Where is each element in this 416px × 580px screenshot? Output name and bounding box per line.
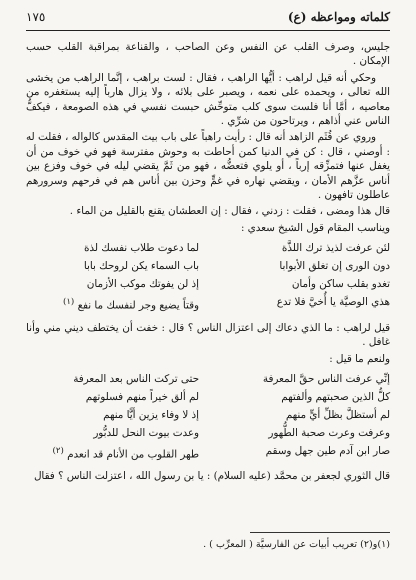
verse-line: كلُّ الذين صحبتهم وألفتهم (281, 390, 390, 403)
paragraph: ويناسب المقام قول الشيخ سعدي : (240, 221, 390, 234)
paragraph: قيل لراهب : ما الذي دعاك إلى اعتزال الناس ؟ قال : خفت أن يختطف ديني مني وأنا غافل . (26, 321, 390, 349)
verse-line: حتى تركت الناس بعد المعرفة (73, 372, 199, 385)
paragraph: وروي عن قُثَم الزاهد أنه قال : رأيت راهباً على باب بيت المقدس كالواله ، فقلت له : أوصني ، قال : كن في الدنيا كمن أحاطت به وحوش مفترسة فهو في خوف من أن يغفل عنها فتمزِّقه إرباً ، أو يلوي فتعضُّه ، فهو من ثَمَّ يقضي ليله في خوف وفزع بين أناس عزَّهم الأمان ، ويقضي نهاره في غمٍّ وحزن بين أناس هم في فرحهم وسرورهم عاطلون تافهون . (26, 131, 390, 202)
verse-line (26, 442, 199, 463)
running-title: كلماته ومواعظه (ع) (287, 10, 390, 24)
verse-line: وعرفت وعرت صحبة الطُّهور (268, 426, 390, 439)
verse-line: لما دعوت طلاب نفسك لذة (84, 242, 199, 255)
verse-text: طهر القلوب من الأنام قد انعدم (67, 448, 199, 461)
verse-line: دون الورى إن تغلق الأبوابا (279, 260, 390, 273)
footnote-mark: (٢) (52, 445, 64, 456)
poem-right-hemistichs (217, 370, 390, 463)
verse-line: إنِّي عرفت الناس حقَّ المعرفة (262, 372, 390, 385)
verse-line: صار ابن آدم طين جهل وسقم (265, 444, 390, 457)
paragraph: قال هذا ومضى ، فقلت : زدني ، فقال : إن العطشان يقنع بالقليل من الماء . (69, 205, 390, 218)
footnote-divider (250, 532, 390, 533)
page-header (26, 10, 390, 31)
verse-line: باب السماء يكن لروحك بابا (83, 260, 199, 273)
paragraph: جليس، وصرف القلب عن النفس وعن الصاحب ، والقناعة بمراقبة القلب حسب الإمكان . (26, 41, 390, 68)
paragraph: قال الثوري لجعفر بن محمَّد (عليه السلام) : يا بن رسول الله ، اعتزلت الناس ؟ فقال (33, 470, 390, 483)
footnote: (١)و(٢) تعريب أبيات عن الفارسيَّة ( المعرِّب ) . (203, 539, 390, 550)
verse-line: لئن عرفت لذيذ ترك اللذَّة (281, 242, 390, 255)
verse-text: وقتاً يضيع وجر لنفسك ما نفع (77, 299, 199, 312)
footnote-mark: (١) (62, 297, 75, 308)
verse-line: هذي الوصيَّة يا أُخيَّ فلا تدع (276, 296, 390, 309)
paragraph: ولنعم ما قيل : (329, 352, 390, 365)
verse-line: لم ألق خيراً منهم فسلوتهم (85, 390, 199, 403)
verse-line: تغدو بقلب ساكن وأمان (291, 278, 390, 291)
verse-line: لم أستظلَّ بظلِّ أيٍّ منهم (285, 408, 390, 421)
page-number: ١٧٥ (26, 10, 46, 24)
verse-line: إذ لا وفاء يزين أيًّا منهم (103, 408, 199, 421)
page-body (26, 40, 390, 486)
verse-line (26, 293, 199, 314)
poem-left-hemistichs (26, 239, 199, 314)
paragraph: وحكي أنه قيل لراهب : أيُّها الراهب ، فقال : لست براهب ، إنَّما الراهب من يخشى الله تعالى ، ويحمده على نعمه ، ويصبر على بلائه ، ولا يزال هارباً إليه يستغفره من معاصيه ، أمَّا أنا فلست سوى كلب متوحِّش حبست نفسي في هذه الصومعة ، فيكفُّ الناس عني أذاهم ، ويرتاحون من شرِّي . (26, 71, 390, 128)
verse-line: وعدت بيوت النحل للدبُّور (93, 426, 199, 439)
poem-left-hemistichs (26, 370, 199, 463)
poem-second (26, 370, 390, 463)
poem-saadi (26, 239, 390, 314)
poem-right-hemistichs (217, 239, 390, 314)
verse-line: إذ لن يفوتك موكب الأزمان (86, 278, 199, 291)
